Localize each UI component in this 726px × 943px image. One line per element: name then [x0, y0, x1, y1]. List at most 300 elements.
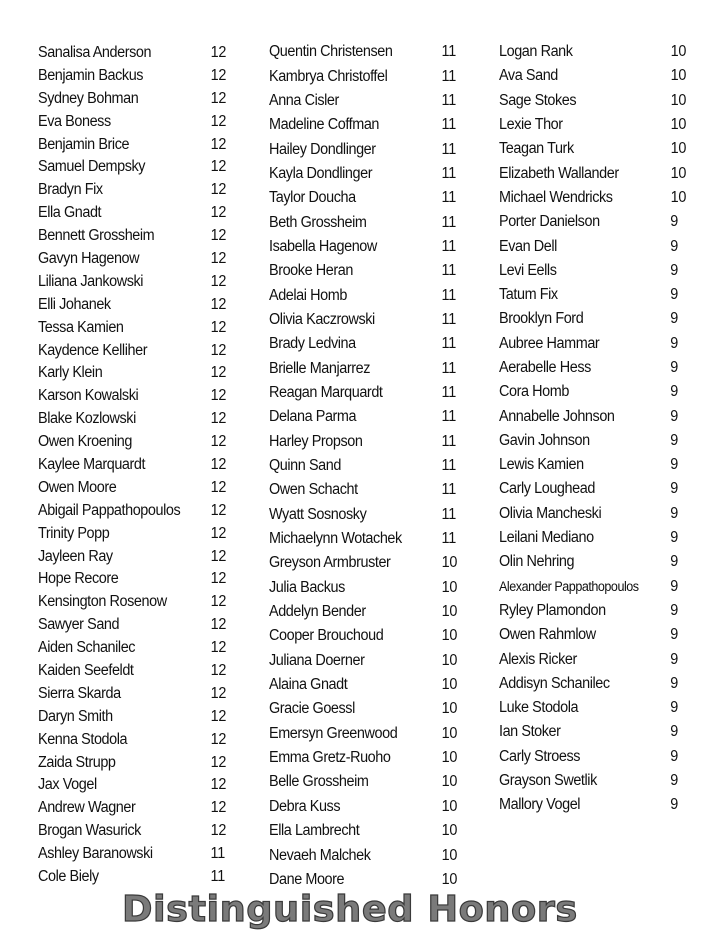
student-grade: 9: [670, 674, 679, 692]
student-row: [269, 503, 456, 527]
student-name: Olin Nehring: [499, 553, 575, 571]
student-grade: 12: [210, 730, 227, 748]
student-name: Owen Moore: [38, 478, 117, 496]
student-row: [38, 248, 227, 271]
student-row: [269, 673, 458, 697]
student-grade: 12: [210, 776, 227, 794]
student-grade: 11: [441, 505, 456, 523]
student-row: [499, 647, 679, 671]
student-grade: 12: [210, 616, 227, 634]
student-name: Addisyn Schanilec: [499, 674, 610, 692]
student-grade: 9: [670, 213, 679, 231]
student-row: [499, 186, 687, 210]
student-name: Daryn Smith: [38, 707, 113, 725]
student-name: Grayson Swetlik: [499, 772, 597, 790]
student-grade: 9: [670, 772, 679, 790]
student-grade: 12: [210, 204, 227, 222]
student-row: [38, 499, 227, 522]
student-grade: 10: [441, 749, 458, 767]
student-row: [38, 705, 227, 728]
student-row: [38, 385, 227, 408]
student-grade: 10: [670, 140, 687, 158]
student-name: Sydney Bohman: [38, 89, 139, 107]
student-row: [499, 137, 687, 161]
student-grade: 9: [670, 310, 679, 328]
student-grade: 12: [210, 249, 227, 267]
student-grade: 12: [210, 570, 227, 588]
student-name: Michaelynn Wotachek: [269, 530, 402, 548]
student-grade: 12: [210, 66, 227, 84]
student-name: Michael Wendricks: [499, 188, 613, 206]
student-row: [269, 624, 458, 648]
student-row: [269, 454, 456, 478]
student-row: [38, 133, 227, 156]
student-grade: 11: [441, 530, 456, 548]
student-name: Kayla Dondlinger: [269, 164, 373, 182]
student-row: [499, 745, 679, 769]
student-grade: 10: [441, 676, 458, 694]
student-row: [269, 722, 458, 746]
student-row: [269, 113, 456, 137]
student-grade: 11: [441, 262, 456, 280]
page-title: Distinguished Honors: [122, 889, 578, 930]
student-row: [499, 40, 687, 64]
student-row: [269, 381, 456, 405]
student-grade: 12: [210, 135, 227, 153]
student-grade: 9: [670, 601, 679, 619]
student-name: Emma Gretz-Ruoho: [269, 749, 391, 767]
student-name: Aubree Hammar: [499, 334, 600, 352]
student-name: Taylor Doucha: [269, 189, 356, 207]
student-name: Cora Homb: [499, 383, 569, 401]
student-grade: 12: [210, 433, 227, 451]
student-grade: 9: [670, 553, 679, 571]
student-grade: 10: [670, 116, 687, 134]
student-name: Karly Klein: [38, 364, 103, 382]
student-name: Hailey Dondlinger: [269, 140, 376, 158]
student-grade: 10: [441, 846, 458, 864]
student-grade: 11: [441, 408, 456, 426]
student-row: [38, 728, 227, 751]
student-name: Blake Kozlowski: [38, 410, 136, 428]
student-name: Beth Grossheim: [269, 213, 367, 231]
student-row: [38, 64, 227, 87]
student-grade: 12: [210, 753, 227, 771]
student-grade: 12: [210, 272, 227, 290]
student-name: Kambrya Christoffel: [269, 67, 388, 85]
student-row: [38, 751, 227, 774]
student-row: [38, 339, 227, 362]
student-grade: 11: [441, 116, 456, 134]
student-name: Eva Boness: [38, 112, 111, 130]
student-grade: 9: [670, 407, 679, 425]
student-name: Aiden Schanilec: [38, 639, 136, 657]
student-name: Bradyn Fix: [38, 181, 103, 199]
student-grade: 11: [441, 140, 456, 158]
student-row: [269, 770, 458, 794]
student-name: Hope Recore: [38, 570, 119, 588]
student-name: Ella Lambrecht: [269, 822, 360, 840]
student-row: [269, 843, 458, 867]
student-name: Luke Stodola: [499, 699, 579, 717]
student-grade: 12: [210, 661, 227, 679]
student-row: [499, 210, 679, 234]
student-name: Tessa Kamien: [38, 318, 124, 336]
student-row: [499, 259, 679, 283]
student-name: Samuel Dempsky: [38, 158, 146, 176]
student-grade: 11: [441, 310, 456, 328]
student-row: [38, 454, 227, 477]
student-grade: 9: [670, 480, 679, 498]
honor-list-column-2: [269, 40, 458, 892]
student-grade: 12: [210, 478, 227, 496]
student-grade: 12: [210, 364, 227, 382]
student-row: [38, 522, 227, 545]
student-row: [499, 356, 679, 380]
student-grade: 12: [210, 707, 227, 725]
student-row: [499, 623, 679, 647]
student-grade: 9: [670, 456, 679, 474]
student-grade: 11: [210, 845, 225, 863]
student-grade: 9: [670, 237, 679, 255]
student-row: [38, 545, 227, 568]
student-row: [269, 551, 458, 575]
student-row: [499, 380, 679, 404]
student-name: Julia Backus: [269, 578, 345, 596]
student-name: Ashley Baranowski: [38, 845, 153, 863]
student-name: Porter Danielson: [499, 213, 600, 231]
student-row: [269, 308, 456, 332]
student-row: [269, 283, 456, 307]
student-name: Lexie Thor: [499, 116, 563, 134]
student-name: Bennett Grossheim: [38, 227, 155, 245]
student-name: Harley Propson: [269, 432, 363, 450]
student-row: [269, 356, 456, 380]
student-grade: 9: [670, 796, 679, 814]
student-row: [499, 793, 679, 817]
student-name: Carly Stroess: [499, 747, 581, 765]
student-row: [38, 431, 227, 454]
student-name: Mallory Vogel: [499, 796, 581, 814]
student-grade: 10: [670, 67, 687, 85]
student-row: [269, 89, 456, 113]
student-name: Owen Schacht: [269, 481, 358, 499]
student-grade: 10: [441, 578, 458, 596]
student-name: Jax Vogel: [38, 776, 97, 794]
student-row: [499, 599, 679, 623]
student-row: [38, 156, 227, 179]
student-name: Cooper Brouchoud: [269, 627, 384, 645]
student-row: [38, 408, 227, 431]
student-row: [269, 576, 458, 600]
student-grade: 11: [441, 164, 456, 182]
student-name: Tatum Fix: [499, 286, 558, 304]
student-name: Ryley Plamondon: [499, 601, 606, 619]
student-grade: 12: [210, 43, 227, 61]
student-row: [499, 332, 679, 356]
student-grade: 12: [210, 112, 227, 130]
student-grade: 11: [441, 213, 456, 231]
student-name: Brielle Manjarrez: [269, 359, 371, 377]
student-row: [269, 600, 458, 624]
student-row: [269, 137, 456, 161]
student-grade: 11: [441, 481, 456, 499]
student-row: [499, 64, 687, 88]
student-name: Levi Eells: [499, 261, 557, 279]
student-grade: 11: [441, 335, 456, 353]
student-name: Trinity Popp: [38, 524, 110, 542]
student-name: Olivia Mancheski: [499, 504, 602, 522]
student-name: Anna Cisler: [269, 91, 339, 109]
student-name: Sage Stokes: [499, 91, 577, 109]
student-name: Zaida Strupp: [38, 753, 116, 771]
student-name: Brogan Wasurick: [38, 822, 141, 840]
student-name: Sierra Skarda: [38, 684, 121, 702]
student-name: Brooklyn Ford: [499, 310, 584, 328]
student-row: [269, 235, 456, 259]
student-row: [38, 362, 227, 385]
student-row: [38, 774, 227, 797]
student-grade: 10: [670, 91, 687, 109]
student-name: Ella Gnadt: [38, 204, 102, 222]
student-row: [499, 477, 679, 501]
student-row: [269, 649, 458, 673]
student-grade: 10: [441, 797, 458, 815]
student-grade: 9: [670, 577, 679, 595]
student-row: [269, 332, 456, 356]
student-row: [38, 660, 227, 683]
student-grade: 11: [210, 868, 225, 885]
student-row: [38, 591, 227, 614]
student-grade: 11: [441, 91, 456, 109]
student-name: Adelai Homb: [269, 286, 347, 304]
student-row: [38, 179, 227, 202]
student-grade: 10: [441, 870, 458, 888]
student-row: [38, 270, 227, 293]
student-row: [499, 283, 679, 307]
student-name: Ian Stoker: [499, 723, 561, 741]
student-name: Madeline Coffman: [269, 116, 380, 134]
student-row: [269, 64, 456, 88]
student-name: Olivia Kaczrowski: [269, 310, 375, 328]
student-row: [38, 202, 227, 225]
student-grade: 9: [670, 529, 679, 547]
student-name: Abigail Pappathopoulos: [38, 501, 181, 519]
student-name: Owen Rahmlow: [499, 626, 596, 644]
honor-list-column-3: [499, 40, 687, 818]
student-grade: 10: [670, 188, 687, 206]
student-name: Benjamin Brice: [38, 135, 130, 153]
student-row: [38, 87, 227, 110]
student-grade: 9: [670, 359, 679, 376]
student-grade: 12: [210, 341, 227, 359]
student-grade: 9: [670, 431, 679, 449]
student-name: Evan Dell: [499, 237, 557, 255]
student-grade: 12: [210, 639, 227, 657]
student-row: [38, 614, 227, 637]
student-grade: 10: [441, 773, 458, 791]
student-name: Nevaeh Malchek: [269, 846, 371, 864]
student-name: Isabella Hagenow: [269, 237, 377, 255]
student-grade: 11: [441, 383, 456, 401]
student-grade: 12: [210, 227, 227, 245]
student-row: [269, 819, 458, 843]
student-grade: 9: [670, 383, 679, 401]
student-grade: 11: [441, 359, 456, 377]
student-grade: 9: [670, 334, 679, 352]
student-grade: 10: [670, 43, 687, 61]
student-name: Sanalisa Anderson: [38, 43, 152, 61]
student-row: [499, 89, 687, 113]
student-name: Dane Moore: [269, 870, 345, 888]
student-row: [38, 820, 227, 843]
student-grade: 9: [670, 286, 679, 304]
student-name: Elli Johanek: [38, 295, 111, 313]
student-grade: 12: [210, 410, 227, 428]
student-grade: 12: [210, 799, 227, 817]
student-grade: 12: [210, 501, 227, 519]
student-grade: 11: [441, 43, 456, 61]
student-grade: 12: [210, 295, 227, 313]
student-row: [499, 453, 679, 477]
student-name: Leilani Mediano: [499, 529, 594, 547]
student-name: Ava Sand: [499, 67, 558, 85]
student-grade: 11: [441, 67, 456, 85]
student-grade: 12: [210, 181, 227, 199]
student-grade: 9: [670, 626, 679, 644]
student-name: Owen Kroening: [38, 433, 132, 451]
student-grade: 9: [670, 723, 679, 741]
student-grade: 10: [441, 700, 458, 718]
student-row: [38, 797, 227, 820]
student-name: Alexis Ricker: [499, 650, 577, 668]
student-grade: 9: [670, 261, 679, 279]
student-name: Kenna Stodola: [38, 730, 128, 748]
student-grade: 10: [441, 554, 458, 572]
student-name: Benjamin Backus: [38, 66, 144, 84]
student-grade: 10: [441, 822, 458, 840]
student-row: [499, 575, 679, 599]
student-row: [269, 527, 456, 551]
student-name: Logan Rank: [499, 43, 573, 61]
student-name: Addelyn Bender: [269, 603, 366, 621]
student-grade: 12: [210, 387, 227, 405]
student-grade: 9: [670, 699, 679, 717]
student-row: [269, 697, 458, 721]
student-grade: 12: [210, 455, 227, 473]
student-row: [38, 568, 227, 591]
student-name: Kaylee Marquardt: [38, 455, 146, 473]
student-row: [38, 637, 227, 660]
student-grade: 12: [210, 524, 227, 542]
student-name: Quinn Sand: [269, 457, 341, 475]
student-name: Carly Loughead: [499, 480, 595, 498]
student-grade: 10: [441, 724, 458, 742]
student-row: [499, 234, 679, 258]
student-name: Kensington Rosenow: [38, 593, 167, 611]
student-row: [269, 162, 456, 186]
student-row: [269, 186, 456, 210]
student-name: Kaydence Kelliher: [38, 341, 148, 359]
student-name: Debra Kuss: [269, 797, 341, 815]
student-grade: 11: [441, 237, 456, 255]
honor-list-column-1: [38, 42, 227, 889]
student-name: Liliana Jankowski: [38, 272, 144, 290]
student-name: Alaina Gnadt: [269, 676, 348, 694]
student-row: [269, 405, 456, 429]
student-name: Cole Biely: [38, 868, 99, 885]
student-row: [499, 502, 679, 526]
student-row: [499, 404, 679, 428]
student-name: Juliana Doerner: [269, 651, 365, 669]
student-row: [38, 476, 227, 499]
student-row: [38, 682, 227, 705]
student-grade: 12: [210, 318, 227, 336]
student-name: Lewis Kamien: [499, 456, 584, 474]
student-row: [499, 307, 679, 331]
student-row: [499, 161, 687, 185]
student-name: Gavyn Hagenow: [38, 249, 140, 267]
student-name: Annabelle Johnson: [499, 407, 615, 425]
student-row: [38, 866, 225, 889]
student-name: Sawyer Sand: [38, 616, 120, 634]
student-name: Alexander Pappathopoulos: [499, 578, 639, 594]
student-name: Teagan Turk: [499, 140, 574, 158]
student-name: Gavin Johnson: [499, 431, 590, 449]
student-grade: 10: [441, 627, 458, 645]
student-name: Kaiden Seefeldt: [38, 661, 134, 679]
student-grade: 11: [441, 286, 456, 304]
student-name: Andrew Wagner: [38, 799, 136, 817]
student-grade: 9: [670, 650, 679, 668]
student-grade: 10: [441, 603, 458, 621]
student-row: [269, 210, 456, 234]
student-row: [499, 769, 679, 793]
student-name: Gracie Goessl: [269, 700, 355, 718]
student-grade: 12: [210, 547, 227, 565]
student-grade: 11: [441, 457, 456, 475]
student-grade: 10: [670, 164, 687, 182]
student-grade: 12: [210, 822, 227, 840]
student-name: Emersyn Greenwood: [269, 724, 398, 742]
student-grade: 12: [210, 158, 227, 176]
student-grade: 12: [210, 89, 227, 107]
student-row: [38, 843, 225, 866]
student-row: [499, 526, 679, 550]
student-name: Reagan Marquardt: [269, 383, 383, 401]
student-row: [499, 672, 679, 696]
student-row: [499, 550, 679, 574]
student-row: [269, 430, 456, 454]
student-name: Jayleen Ray: [38, 547, 113, 565]
student-row: [38, 110, 227, 133]
student-name: Karson Kowalski: [38, 387, 139, 405]
student-name: Brooke Heran: [269, 262, 353, 280]
student-row: [269, 478, 456, 502]
student-row: [38, 225, 227, 248]
student-name: Brady Ledvina: [269, 335, 356, 353]
student-name: Quentin Christensen: [269, 43, 393, 61]
student-row: [499, 720, 679, 744]
student-row: [38, 42, 227, 65]
student-row: [38, 316, 227, 339]
student-grade: 10: [441, 651, 458, 669]
student-row: [38, 293, 227, 316]
student-name: Aerabelle Hess: [499, 359, 591, 376]
student-grade: 11: [441, 432, 456, 450]
student-name: Elizabeth Wallander: [499, 164, 619, 182]
student-name: Greyson Armbruster: [269, 554, 391, 572]
